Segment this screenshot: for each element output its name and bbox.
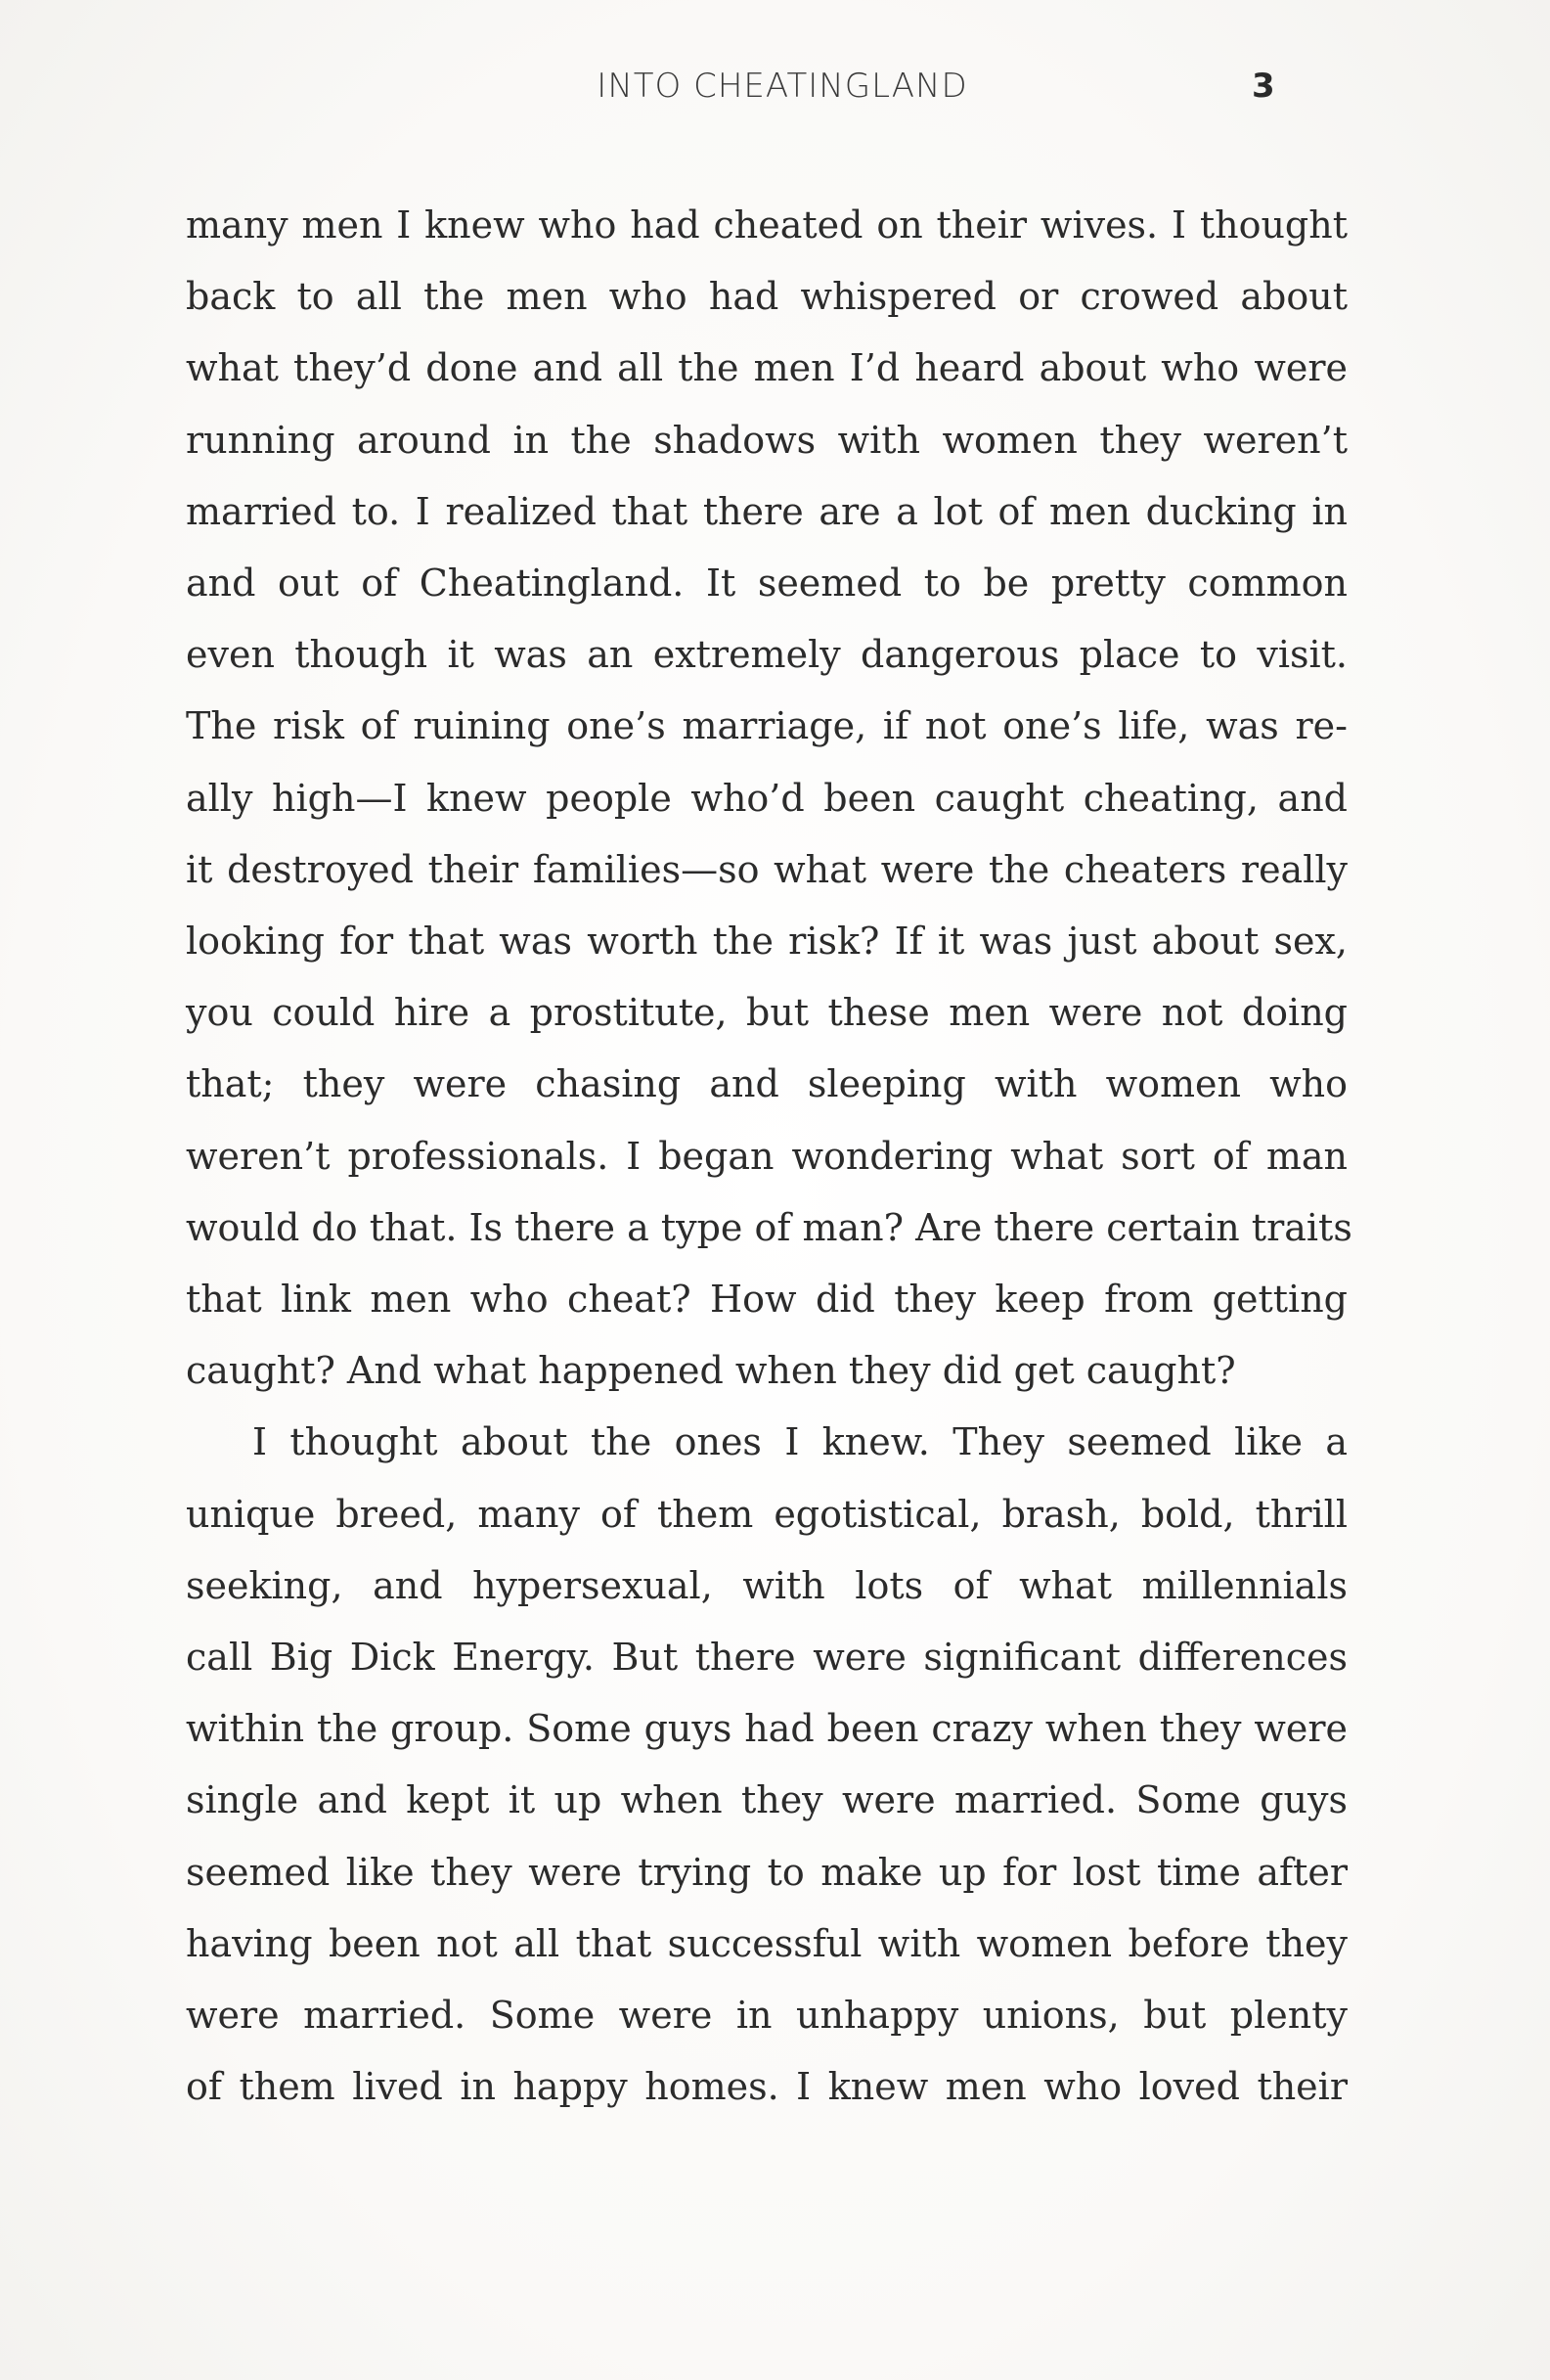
text-line: would do that. Is there a type of man? Are there certain traits [186,1205,1352,1249]
text-line: seemed like they were trying to make up for lost time after [186,1850,1348,1894]
text-line: even though it was an extremely dangerous place to visit. [186,633,1348,677]
text-line: and out of Cheatingland. It seemed to be pretty common [186,561,1348,606]
text-line: ally high—I knew people who’d been caught cheating, and [186,776,1348,820]
text-line: caught? And what happened when they did get caught? [186,1349,1236,1393]
text-line: married to. I realized that there are a lot of men ducking in [186,489,1348,533]
text-line: it destroyed their families—so what were the cheaters really [186,847,1348,891]
text-line: that link men who cheat? How did they keep from getting [186,1278,1348,1322]
text-line: that; they were chasing and sleeping with women who [186,1062,1348,1106]
text-line: call Big Dick Energy. But there were significant differences [186,1636,1348,1680]
text-line: weren’t professionals. I began wondering what sort of man [186,1134,1348,1178]
page-number: 3 [1252,67,1275,106]
text-line: having been not all that successful with women before they [186,1921,1348,1965]
text-line: The risk of ruining one’s marriage, if not one’s life, was re- [186,704,1348,748]
paragraph-1 [186,190,1352,1407]
text-line: looking for that was worth the risk? If it was just about sex, [186,920,1348,964]
text-line: back to all the men who had whispered or crowed about [186,275,1348,319]
text-line: I thought about the ones I knew. They seemed like a [252,1420,1348,1464]
text-line: single and kept it up when they were married. Some guys [186,1778,1348,1822]
text-line: of them lived in happy homes. I knew men who loved their [186,2065,1348,2109]
body-text [186,190,1352,2123]
text-line: seeking, and hypersexual, with lots of what millennials [186,1563,1348,1607]
text-line: many men I knew who had cheated on their wives. I thought [186,203,1348,247]
text-line: running around in the shadows with women they weren’t [186,418,1348,462]
paragraph-2 [186,1407,1348,2123]
text-line: were married. Some were in unhappy unions, but plenty [186,1994,1348,2038]
text-line: unique breed, many of them egotistical, brash, bold, thrill [186,1492,1348,1536]
text-line: within the group. Some guys had been crazy when they were [186,1707,1348,1751]
running-head: INTO CHEATINGLAND [597,67,968,106]
text-line: you could hire a prostitute, but these men were not doing [186,991,1348,1035]
text-line: what they’d done and all the men I’d heard about who were [186,346,1348,390]
